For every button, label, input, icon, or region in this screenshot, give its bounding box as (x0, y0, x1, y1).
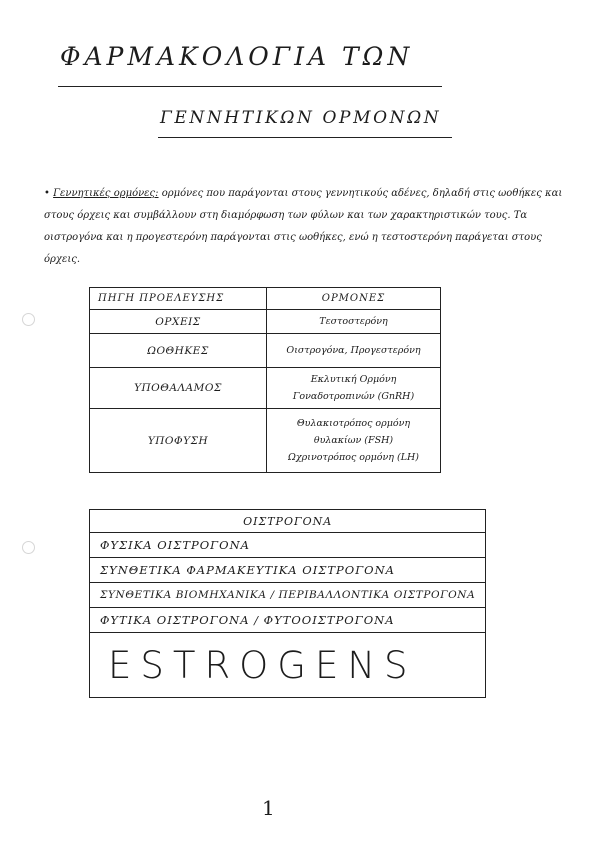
table-cell-hormone: Τεστοστερόνη (267, 310, 441, 334)
table-row (90, 409, 441, 473)
intro-text: ορμόνες που παράγονται στους γεννητικούς αδένες, δηλαδή στις ωοθήκες και στους όρχεις και συμβάλλουν στη διαμόρφωση των φύλων και των χαρακτηριστικών τους. Τα οιστρογόνα και η προγεστερόνη παράγονται στις ωοθήκες, ενώ η τεστοστερόνη παράγεται στους όρχεις. (44, 188, 563, 265)
table-cell-source: ΥΠΟΘΑΛΑΜΟΣ (90, 368, 267, 409)
table-cell-source: ΟΡΧΕΙΣ (90, 310, 267, 334)
binder-hole (22, 541, 35, 554)
table-cell-hormone (267, 409, 441, 473)
estrogen-type-item: ΦΥΤΙΚΑ ΟΙΣΤΡΟΓΟΝΑ / ΦΥΤΟΟΙΣΤΡΟΓΟΝΑ (90, 608, 486, 633)
estrogen-table-header: ΟΙΣΤΡΟΓΟΝΑ (90, 510, 486, 533)
estrogen-type-item: ΦΥΣΙΚΑ ΟΙΣΤΡΟΓΟΝΑ (90, 533, 486, 558)
table-row (90, 310, 441, 334)
page-subtitle: ΓΕΝΝΗΤΙΚΩΝ ΟΡΜΟΝΩΝ (160, 108, 442, 128)
intro-term: Γεννητικές ορμόνες: (53, 188, 159, 199)
hormone-line: Ωχρινοτρόπος ορμόνη (LH) (288, 452, 419, 463)
estrogen-type-item: ΣΥΝΘΕΤΙΚΑ ΒΙΟΜΗΧΑΝΙΚΑ / ΠΕΡΙΒΑΛΛΟΝΤΙΚΑ ΟΙΣΤΡΟΓΟΝΑ (90, 583, 486, 608)
intro-paragraph: • Γεννητικές ορμόνες: ορμόνες που παράγονται στους γεννητικούς αδένες, δηλαδή στις ωοθήκες και στους όρχεις και συμβάλλουν στη διαμόρφωση των φύλων και των χαρακτηριστικών τους. Τα οιστρογόνα και η προγεστερόνη παράγονται στις ωοθήκες, ενώ η τεστοστερόνη παράγεται στους όρχεις. (44, 188, 563, 265)
binder-hole (22, 313, 35, 326)
table-cell-source: ΥΠΟΦΥΣΗ (90, 409, 267, 473)
hormone-source-table (89, 287, 441, 473)
estrogens-label: ESTROGENS (90, 633, 486, 698)
table-row (90, 334, 441, 368)
page-number: 1 (262, 796, 275, 820)
column-header-source: ΠΗΓΗ ΠΡΟΕΛΕΥΣΗΣ (90, 288, 267, 310)
subtitle-underline (158, 137, 452, 138)
table-row (90, 368, 441, 409)
table-cell-hormone: Εκλυτική Ορμόνη Γοναδοτροπινών (GnRH) (267, 368, 441, 409)
title-underline (58, 86, 442, 87)
table-cell-hormone: Οιστρογόνα, Προγεστερόνη (267, 334, 441, 368)
estrogen-type-item: ΣΥΝΘΕΤΙΚΑ ΦΑΡΜΑΚΕΥΤΙΚΑ ΟΙΣΤΡΟΓΟΝΑ (90, 558, 486, 583)
estrogen-types-table (89, 509, 486, 698)
hormone-line: Θυλακιοτρόπος ορμόνη θυλακίων (FSH) (296, 418, 411, 446)
page-title: ΦΑΡΜΑΚΟΛΟΓΙΑ ΤΩΝ (60, 42, 414, 71)
table-cell-source: ΩΟΘΗΚΕΣ (90, 334, 267, 368)
column-header-hormones: ΟΡΜΟΝΕΣ (267, 288, 441, 310)
